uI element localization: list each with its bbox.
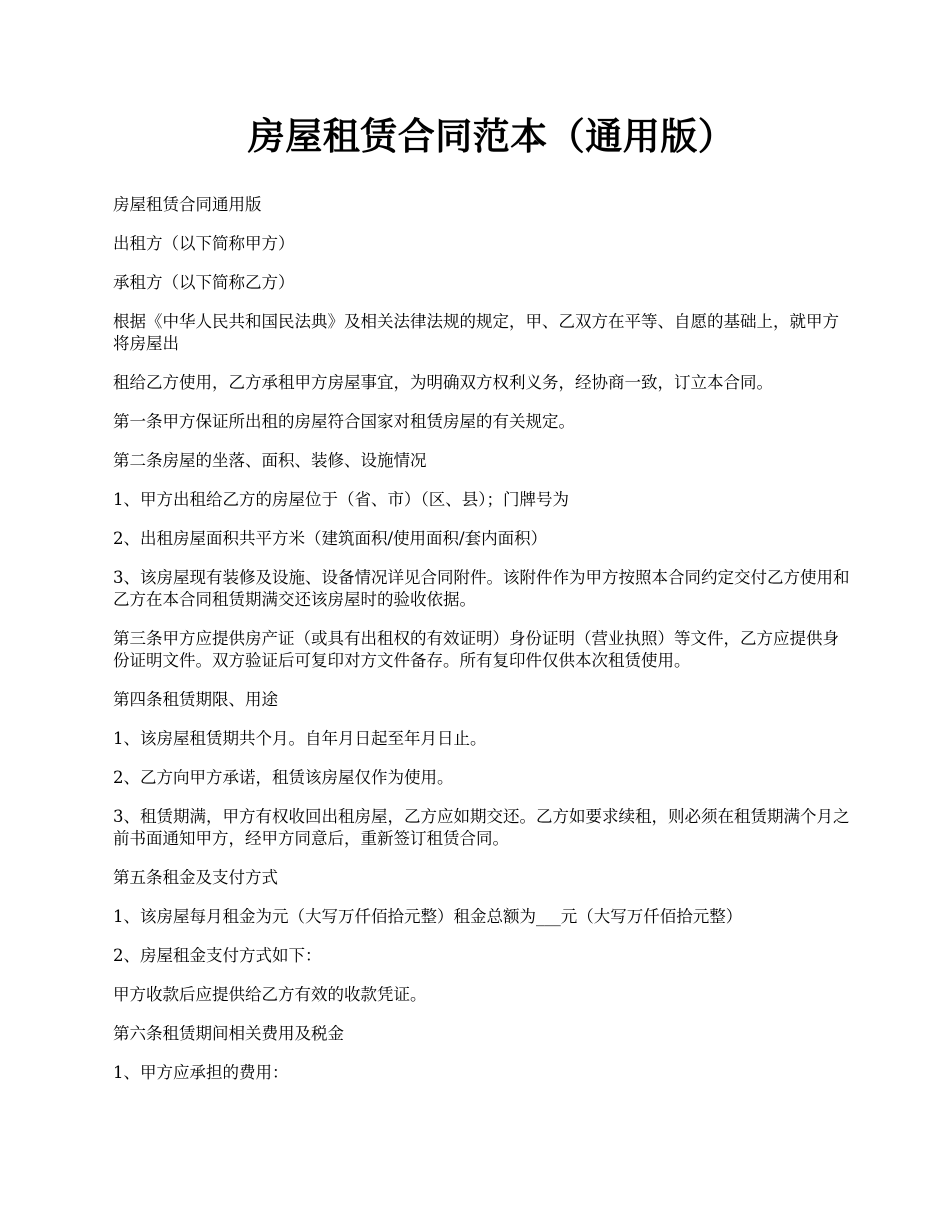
paragraph: 2、乙方向甲方承诺，租赁该房屋仅作为使用。 [113,768,454,787]
paragraph: 出租方（以下简称甲方） [113,234,295,253]
paragraph: 第四条租赁期限、用途 [113,690,278,709]
paragraph: 甲方收款后应提供给乙方有效的收款凭证。 [113,985,427,1004]
document-body [113,194,858,1084]
paragraph: 租给乙方使用，乙方承租甲方房屋事宜，为明确双方权利义务，经协商一致，订立本合同。 [113,373,773,392]
paragraph: 房屋租赁合同通用版 [113,195,262,214]
paragraph: 1、该房屋租赁期共个月。自年月日起至年月日止。 [113,729,487,748]
paragraph: 第三条甲方应提供房产证（或具有出租权的有效证明）身份证明（营业执照）等文件，乙方应提供身份证明文件。双方验证后可复印对方文件备存。所有复印件仅供本次租赁使用。 [113,629,839,670]
paragraph: 1、该房屋每月租金为元（大写万仟佰拾元整）租金总额为___元（大写万仟佰拾元整） [113,907,743,926]
paragraph: 第一条甲方保证所出租的房屋符合国家对租赁房屋的有关规定。 [113,412,575,431]
paragraph: 1、甲方出租给乙方的房屋位于（省、市）（区、县）；门牌号为 [113,490,569,509]
paragraph: 根据《中华人民共和国民法典》及相关法律法规的规定，甲、乙双方在平等、自愿的基础上，就甲方将房屋出 [113,312,839,353]
document-title: 房屋租赁合同范本（通用版） [247,114,736,158]
paragraph: 1、甲方应承担的费用： [113,1063,289,1082]
paragraph: 2、房屋租金支付方式如下： [113,946,322,965]
paragraph: 承租方（以下简称乙方） [113,273,295,292]
paragraph: 3、租赁期满，甲方有权收回出租房屋，乙方应如期交还。乙方如要求续租，则必须在租赁期满个月之前书面通知甲方，经甲方同意后，重新签订租赁合同。 [113,807,850,848]
paragraph: 第二条房屋的坐落、面积、装修、设施情况 [113,451,427,470]
paragraph: 第六条租赁期间相关费用及税金 [113,1024,344,1043]
paragraph: 第五条租金及支付方式 [113,868,278,887]
paragraph: 3、该房屋现有装修及设施、设备情况详见合同附件。该附件作为甲方按照本合同约定交付乙方使用和乙方在本合同租赁期满交还该房屋时的验收依据。 [113,568,850,609]
paragraph: 2、出租房屋面积共平方米（建筑面积/使用面积/套内面积） [113,529,548,548]
